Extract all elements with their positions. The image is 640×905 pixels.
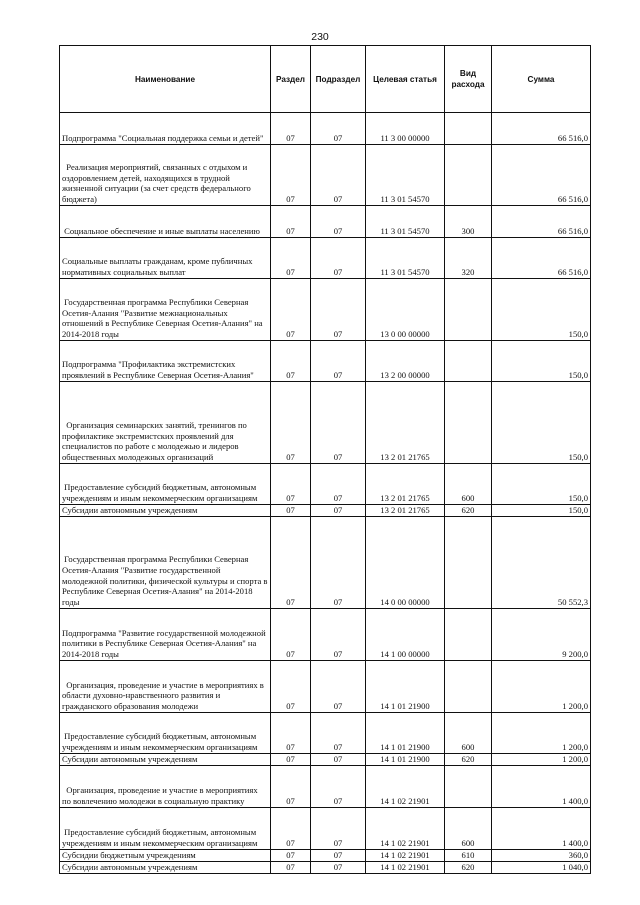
row-amount-cell: 150,0	[492, 341, 591, 382]
row-name-cell: Предоставление субсидий бюджетным, автономным учреждениям и иным некоммерческим организациям	[60, 464, 271, 505]
row-subsection-cell: 07	[311, 145, 366, 206]
row-subsection-cell: 07	[311, 862, 366, 874]
budget-table	[59, 45, 591, 874]
table-row	[60, 713, 591, 754]
row-section-cell: 07	[271, 206, 311, 238]
row-expense-type-cell: 320	[445, 238, 492, 279]
table-row	[60, 766, 591, 808]
row-amount-cell: 1 400,0	[492, 766, 591, 808]
row-section-cell: 07	[271, 517, 311, 609]
row-target-cell: 11 3 01 54570	[366, 145, 445, 206]
row-expense-type-cell: 600	[445, 808, 492, 850]
row-target-cell: 14 1 01 21900	[366, 754, 445, 766]
row-section-cell: 07	[271, 238, 311, 279]
row-expense-type-cell	[445, 766, 492, 808]
row-subsection-cell: 07	[311, 238, 366, 279]
row-amount-cell: 150,0	[492, 279, 591, 341]
table-row	[60, 517, 591, 609]
row-section-cell: 07	[271, 382, 311, 464]
row-target-cell: 14 1 02 21901	[366, 862, 445, 874]
row-subsection-cell: 07	[311, 517, 366, 609]
row-section-cell: 07	[271, 862, 311, 874]
row-target-cell: 13 2 01 21765	[366, 382, 445, 464]
row-name-cell: Субсидии автономным учреждениям	[60, 505, 271, 517]
row-section-cell: 07	[271, 113, 311, 145]
row-expense-type-cell	[445, 661, 492, 713]
row-section-cell: 07	[271, 850, 311, 862]
header-subsection: Подраздел	[311, 46, 366, 113]
table-row	[60, 862, 591, 874]
row-name-cell: Государственная программа Республики Северная Осетия-Алания "Развитие государственной молодежной политики, физической культуры и спорта в Республике Северная Осетия-Алания" на 2014-2018 годы	[60, 517, 271, 609]
header-target: Целевая статья	[366, 46, 445, 113]
row-target-cell: 14 1 02 21901	[366, 766, 445, 808]
table-row	[60, 279, 591, 341]
table-row	[60, 113, 591, 145]
row-subsection-cell: 07	[311, 754, 366, 766]
row-section-cell: 07	[271, 609, 311, 661]
row-name-cell: Предоставление субсидий бюджетным, автономным учреждениям и иным некоммерческим организациям	[60, 808, 271, 850]
row-expense-type-cell	[445, 113, 492, 145]
row-target-cell: 11 3 01 54570	[366, 238, 445, 279]
table-row	[60, 754, 591, 766]
row-name-cell: Подпрограмма "Развитие государственной молодежной политики в Республике Северная Осетия-Алания" на 2014-2018 годы	[60, 609, 271, 661]
row-amount-cell: 66 516,0	[492, 206, 591, 238]
row-name-cell: Социальные выплаты гражданам, кроме публичных нормативных социальных выплат	[60, 238, 271, 279]
row-amount-cell: 1 400,0	[492, 808, 591, 850]
row-amount-cell: 150,0	[492, 382, 591, 464]
row-expense-type-cell	[445, 145, 492, 206]
row-subsection-cell: 07	[311, 850, 366, 862]
row-amount-cell: 150,0	[492, 505, 591, 517]
row-expense-type-cell: 610	[445, 850, 492, 862]
row-target-cell: 13 2 00 00000	[366, 341, 445, 382]
row-name-cell: Подпрограмма "Профилактика экстремистских проявлений в Республике Северная Осетия-Алания"	[60, 341, 271, 382]
table-row	[60, 850, 591, 862]
row-subsection-cell: 07	[311, 279, 366, 341]
row-expense-type-cell	[445, 382, 492, 464]
table-row	[60, 145, 591, 206]
row-expense-type-cell: 300	[445, 206, 492, 238]
row-name-cell: Подпрограмма "Социальная поддержка семьи и детей"	[60, 113, 271, 145]
header-amount: Сумма	[492, 46, 591, 113]
row-expense-type-cell: 620	[445, 505, 492, 517]
table-row	[60, 341, 591, 382]
row-name-cell: Предоставление субсидий бюджетным, автономным учреждениям и иным некоммерческим организациям	[60, 713, 271, 754]
row-target-cell: 14 1 02 21901	[366, 850, 445, 862]
row-section-cell: 07	[271, 766, 311, 808]
row-target-cell: 14 1 01 21900	[366, 713, 445, 754]
row-subsection-cell: 07	[311, 113, 366, 145]
row-target-cell: 13 2 01 21765	[366, 464, 445, 505]
row-section-cell: 07	[271, 279, 311, 341]
row-amount-cell: 150,0	[492, 464, 591, 505]
header-name: Наименование	[60, 46, 271, 113]
row-amount-cell: 66 516,0	[492, 238, 591, 279]
row-target-cell: 14 1 00 00000	[366, 609, 445, 661]
row-expense-type-cell	[445, 279, 492, 341]
table-row	[60, 609, 591, 661]
row-section-cell: 07	[271, 661, 311, 713]
row-section-cell: 07	[271, 713, 311, 754]
row-expense-type-cell: 620	[445, 754, 492, 766]
row-amount-cell: 1 040,0	[492, 862, 591, 874]
row-section-cell: 07	[271, 145, 311, 206]
row-amount-cell: 9 200,0	[492, 609, 591, 661]
row-subsection-cell: 07	[311, 505, 366, 517]
row-expense-type-cell	[445, 341, 492, 382]
row-expense-type-cell: 600	[445, 713, 492, 754]
table-row	[60, 382, 591, 464]
row-subsection-cell: 07	[311, 808, 366, 850]
row-target-cell: 13 0 00 00000	[366, 279, 445, 341]
row-section-cell: 07	[271, 808, 311, 850]
row-name-cell: Субсидии автономным учреждениям	[60, 862, 271, 874]
row-name-cell: Государственная программа Республики Северная Осетия-Алания "Развитие межнациональных отношений в Республике Северная Осетия-Алания" на 2014-2018 годы	[60, 279, 271, 341]
row-subsection-cell: 07	[311, 609, 366, 661]
table-row	[60, 505, 591, 517]
table-row	[60, 206, 591, 238]
row-subsection-cell: 07	[311, 206, 366, 238]
table-row	[60, 808, 591, 850]
row-section-cell: 07	[271, 754, 311, 766]
row-subsection-cell: 07	[311, 341, 366, 382]
row-name-cell: Субсидии бюджетным учреждениям	[60, 850, 271, 862]
row-amount-cell: 50 552,3	[492, 517, 591, 609]
row-target-cell: 11 3 00 00000	[366, 113, 445, 145]
row-section-cell: 07	[271, 505, 311, 517]
row-name-cell: Реализация мероприятий, связанных с отдыхом и оздоровлением детей, находящихся в трудной жизненной ситуации (за счет средств федерального бюджета)	[60, 145, 271, 206]
row-expense-type-cell: 600	[445, 464, 492, 505]
table-row	[60, 464, 591, 505]
row-target-cell: 13 2 01 21765	[366, 505, 445, 517]
row-name-cell: Субсидии автономным учреждениям	[60, 754, 271, 766]
row-subsection-cell: 07	[311, 713, 366, 754]
header-expense-type: Вид расхода	[445, 46, 492, 113]
row-target-cell: 11 3 01 54570	[366, 206, 445, 238]
row-expense-type-cell	[445, 609, 492, 661]
row-name-cell: Организация, проведение и участие в мероприятиях в области духовно-нравственного развития и гражданского образования молодежи	[60, 661, 271, 713]
row-amount-cell: 66 516,0	[492, 113, 591, 145]
row-section-cell: 07	[271, 341, 311, 382]
row-subsection-cell: 07	[311, 661, 366, 713]
row-name-cell: Социальное обеспечение и иные выплаты населению	[60, 206, 271, 238]
page-number: 230	[311, 31, 329, 43]
header-section: Раздел	[271, 46, 311, 113]
row-name-cell: Организация, проведение и участие в мероприятиях по вовлечению молодежи в социальную практику	[60, 766, 271, 808]
row-amount-cell: 66 516,0	[492, 145, 591, 206]
table-row	[60, 661, 591, 713]
table-row	[60, 238, 591, 279]
row-expense-type-cell	[445, 517, 492, 609]
row-amount-cell: 1 200,0	[492, 754, 591, 766]
row-expense-type-cell: 620	[445, 862, 492, 874]
row-amount-cell: 360,0	[492, 850, 591, 862]
row-target-cell: 14 1 01 21900	[366, 661, 445, 713]
row-target-cell: 14 0 00 00000	[366, 517, 445, 609]
row-amount-cell: 1 200,0	[492, 713, 591, 754]
row-section-cell: 07	[271, 464, 311, 505]
row-subsection-cell: 07	[311, 766, 366, 808]
row-target-cell: 14 1 02 21901	[366, 808, 445, 850]
row-subsection-cell: 07	[311, 382, 366, 464]
table-header-row	[60, 46, 591, 113]
row-name-cell: Организация семинарских занятий, тренингов по профилактике экстремистских проявлений для специалистов по работе с молодежью и лидеров общественных молодежных организаций	[60, 382, 271, 464]
row-amount-cell: 1 200,0	[492, 661, 591, 713]
row-subsection-cell: 07	[311, 464, 366, 505]
